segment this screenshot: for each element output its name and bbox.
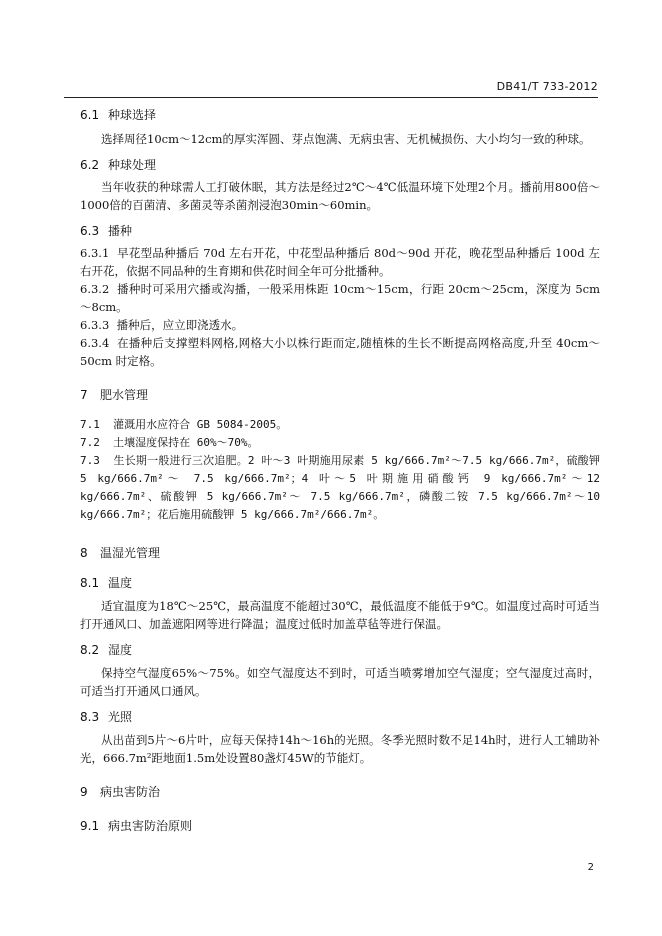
clause-number: 6.3.3 [80,318,110,332]
heading-6-1 [80,106,600,124]
heading-number: 9 [80,785,88,799]
clause-number: 7.3 [80,454,100,467]
heading-9 [80,783,600,801]
heading-title: 播种 [108,224,133,238]
heading-7 [80,386,600,404]
heading-title: 病虫害防治原则 [108,819,193,833]
heading-title: 湿度 [108,643,133,657]
heading-number: 6.2 [80,158,100,172]
clause-text: 土壤湿度保持在 60%～70%。 [113,436,259,449]
clause-number: 6.3.2 [80,282,110,296]
heading-8-2 [80,641,600,659]
heading-6-2 [80,156,600,174]
clause-7-1 [80,416,600,434]
clause-text: 生长期一般进行三次追肥。2 叶～3 叶期施用尿素 5 kg/666.7m²～7.5 kg/666.7m²，硫酸钾 5 kg/666.7m²～ 7.5 kg/666.7m²；4 叶～5 叶期施用硝酸钙 9 kg/666.7m²～12 kg/666.7m²、硫酸钾 5 kg/666.7m²～ 7.5 kg/666.7m²，磷酸二铵 7.5 kg/666.7m²～10 kg/666.7m²；花后施用硫酸钾 5 kg/666.7m²/666.7m²。 [80,454,600,521]
clause-text: 在播种后支撑塑料网格,网格大小以株行距而定,随植株的生长不断提高网格高度,升至 40cm～50cm 时定格。 [80,336,600,368]
heading-number: 8.3 [80,710,100,724]
clause-6-3-3 [80,316,600,334]
document-body [80,106,600,835]
heading-number: 8.1 [80,576,100,590]
heading-8-1 [80,574,600,592]
clause-6-3-1 [80,244,600,280]
heading-title: 温度 [108,576,133,590]
header-rule [64,97,598,98]
document-id: DB41/T 733-2012 [496,80,598,93]
clause-text: 早花型品种播后 70d 左右开花，中花型品种播后 80d～90d 开花，晚花型品种播后 100d 左右开花，依据不同品种的生育期和供花时间全年可分批播种。 [80,246,600,278]
heading-title: 种球处理 [108,158,157,172]
heading-title: 肥水管理 [100,388,149,402]
paragraph-8-2: 保持空气湿度65%～75%。如空气湿度达不到时，可适当喷雾增加空气湿度；空气湿度过高时，可适当打开通风口通风。 [80,666,600,698]
heading-number: 7 [80,388,88,402]
clause-7-2 [80,434,600,452]
heading-number: 8.2 [80,643,100,657]
page-number: 2 [587,862,594,873]
clause-text: 播种后，应立即浇透水。 [116,318,244,332]
clause-text: 灌溉用水应符合 GB 5084-2005。 [113,418,288,431]
heading-8-3 [80,708,600,726]
heading-number: 6.1 [80,108,100,122]
heading-9-1 [80,817,600,835]
clause-text: 播种时可采用穴播或沟播，一般采用株距 10cm～15cm，行距 20cm～25cm，深度为 5cm～8cm。 [80,282,601,314]
clause-number: 6.3.1 [80,246,110,260]
paragraph-8-1: 适宜温度为18℃～25℃，最高温度不能超过30℃，最低温度不能低于9℃。如温度过高时可适当打开通风口、加盖遮阳网等进行降温；温度过低时加盖草毡等进行保温。 [80,599,600,631]
clause-number: 7.2 [80,436,100,449]
heading-number: 9.1 [80,819,100,833]
heading-number: 6.3 [80,224,100,238]
clause-number: 6.3.4 [80,336,110,350]
heading-title: 光照 [108,710,133,724]
clause-6-3-4 [80,334,600,370]
heading-6-3 [80,222,600,240]
clause-7-3 [80,452,600,524]
paragraph-8-3: 从出苗到5片～6片叶，应每天保持14h～16h的光照。冬季光照时数不足14h时，进行人工辅助补光，666.7m²距地面1.5m处设置80盏灯45W的节能灯。 [80,733,600,765]
clause-6-3-2 [80,280,600,316]
heading-title: 温湿光管理 [100,546,161,560]
heading-8 [80,544,600,562]
paragraph-6-2: 当年收获的种球需人工打破休眠，其方法是经过2℃～4℃低温环境下处理2个月。播前用800倍～1000倍的百菌清、多菌灵等杀菌剂浸泡30min～60min。 [80,180,600,212]
heading-title: 病虫害防治 [100,785,161,799]
heading-title: 种球选择 [108,108,157,122]
clause-number: 7.1 [80,418,100,431]
paragraph-6-1: 选择周径10cm～12cm的厚实浑圆、芽点饱满、无病虫害、无机械损伤、大小均匀一致的种球。 [101,132,591,146]
heading-number: 8 [80,546,88,560]
